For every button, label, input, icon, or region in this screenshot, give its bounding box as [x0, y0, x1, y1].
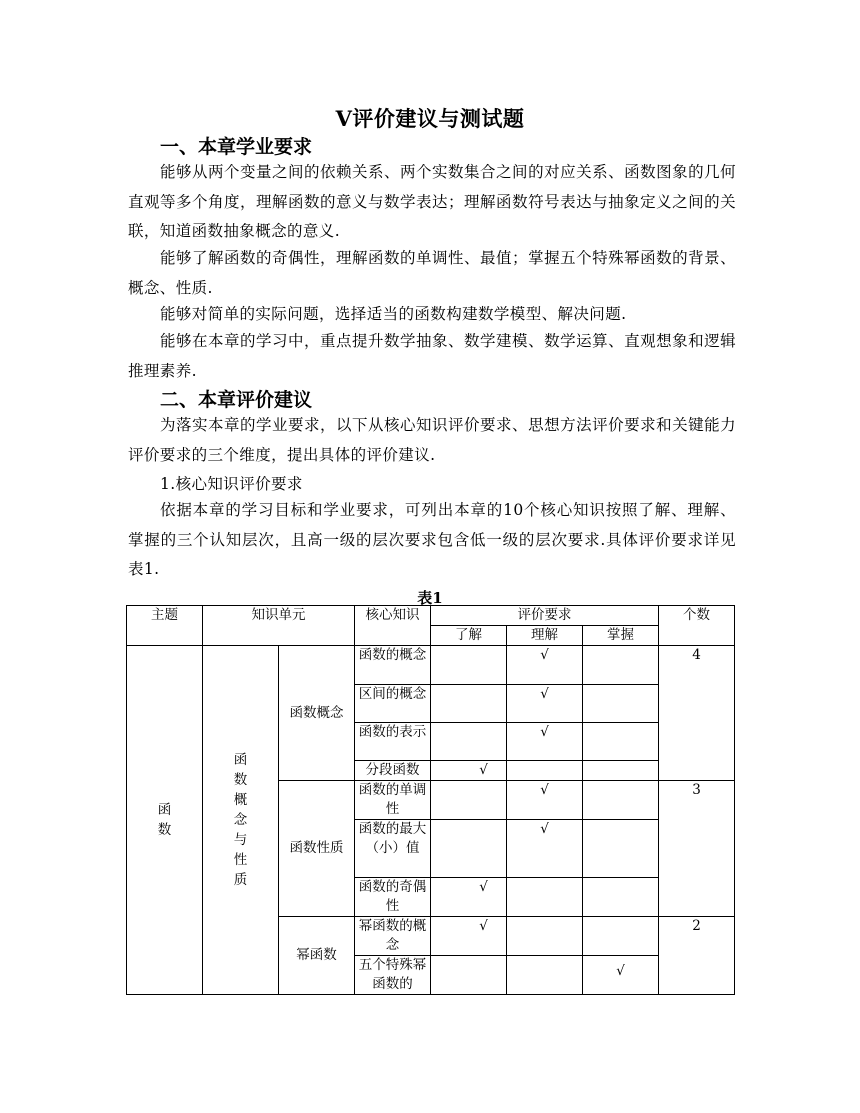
unit-cell: [203, 646, 279, 995]
section-heading-requirements: 一、本章学业要求: [160, 136, 313, 158]
header-eval: 评价要求: [431, 606, 659, 626]
paragraph-requirement-3: 能够对简单的实际问题，选择适当的函数构建数学模型、解决问题.: [160, 305, 627, 323]
knowledge-cell: 区间的概念: [355, 685, 431, 723]
check-master: [583, 878, 659, 917]
header-topic: 主题: [127, 606, 203, 646]
count-property: 3: [659, 781, 735, 917]
check-basic: [431, 781, 507, 820]
subheading-core-knowledge: 1.核心知识评价要求: [160, 475, 303, 493]
count-concept: 4: [659, 646, 735, 781]
check-understand: [507, 878, 583, 917]
knowledge-cell: 幂函数的概念: [355, 917, 431, 956]
check-understand: [507, 917, 583, 956]
check-understand: √: [507, 646, 583, 685]
knowledge-cell: 分段函数: [355, 761, 431, 781]
check-understand: √: [507, 685, 583, 723]
check-understand: √: [507, 723, 583, 761]
unit-text: 函数概念与性质: [233, 752, 248, 888]
paragraph-requirement-1: 能够从两个变量之间的依赖关系、两个实数集合之间的对应关系、函数图象的几何直观等多个角度，理解函数的意义与数学表达；理解函数符号表达与抽象定义之间的关联，知道函数抽象概念的意义.: [128, 163, 736, 240]
knowledge-cell: 函数的最大（小）值: [355, 820, 431, 878]
check-basic: [431, 723, 507, 761]
check-master: √: [583, 956, 659, 995]
check-understand: [507, 956, 583, 995]
check-basic: √: [431, 878, 507, 917]
count-power: 2: [659, 917, 735, 995]
header-level-understand: 理解: [507, 626, 583, 646]
check-basic: [431, 820, 507, 878]
check-master: [583, 685, 659, 723]
topic-cell: [127, 646, 203, 995]
section-heading-evaluation: 二、本章评价建议: [160, 389, 313, 411]
knowledge-cell: 五个特殊幂函数的: [355, 956, 431, 995]
knowledge-cell: 函数的概念: [355, 646, 431, 685]
check-basic: [431, 646, 507, 685]
table-caption: 表1: [417, 589, 443, 607]
subunit-concept: 函数概念: [279, 646, 355, 781]
check-master: [583, 781, 659, 820]
check-master: [583, 723, 659, 761]
header-unit: 知识单元: [203, 606, 355, 646]
check-understand: √: [507, 781, 583, 820]
check-master: [583, 761, 659, 781]
check-master: [583, 646, 659, 685]
check-basic: √: [431, 917, 507, 956]
header-count: 个数: [659, 606, 735, 646]
knowledge-cell: 函数的表示: [355, 723, 431, 761]
check-understand: [507, 761, 583, 781]
knowledge-cell: 函数的奇偶性: [355, 878, 431, 917]
header-level-master: 掌握: [583, 626, 659, 646]
topic-text: 函数: [157, 802, 172, 838]
header-level-basic: 了解: [431, 626, 507, 646]
paragraph-requirement-4: 能够在本章的学习中，重点提升数学抽象、数学建模、数学运算、直观想象和逻辑推理素养.: [128, 332, 736, 380]
knowledge-cell: 函数的单调性: [355, 781, 431, 820]
paragraph-evaluation-1: 为落实本章的学业要求，以下从核心知识评价要求、思想方法评价要求和关键能力评价要求的三个维度，提出具体的评价建议.: [128, 416, 736, 464]
header-core: 核心知识: [355, 606, 431, 646]
check-basic: [431, 685, 507, 723]
check-master: [583, 917, 659, 956]
paragraph-evaluation-2: 依据本章的学习目标和学业要求，可列出本章的10个核心知识按照了解、理解、掌握的三个认知层次，且高一级的层次要求包含低一级的层次要求.具体评价要求详见表1.: [128, 501, 736, 578]
evaluation-table: [126, 605, 735, 995]
check-master: [583, 820, 659, 878]
subunit-property: 函数性质: [279, 781, 355, 917]
paragraph-requirement-2: 能够了解函数的奇偶性，理解函数的单调性、最值；掌握五个特殊幂函数的背景、概念、性质.: [128, 249, 736, 297]
check-understand: √: [507, 820, 583, 878]
check-basic: √: [431, 761, 507, 781]
subunit-power: 幂函数: [279, 917, 355, 995]
check-basic: [431, 956, 507, 995]
page-title: V评价建议与测试题: [335, 106, 525, 131]
